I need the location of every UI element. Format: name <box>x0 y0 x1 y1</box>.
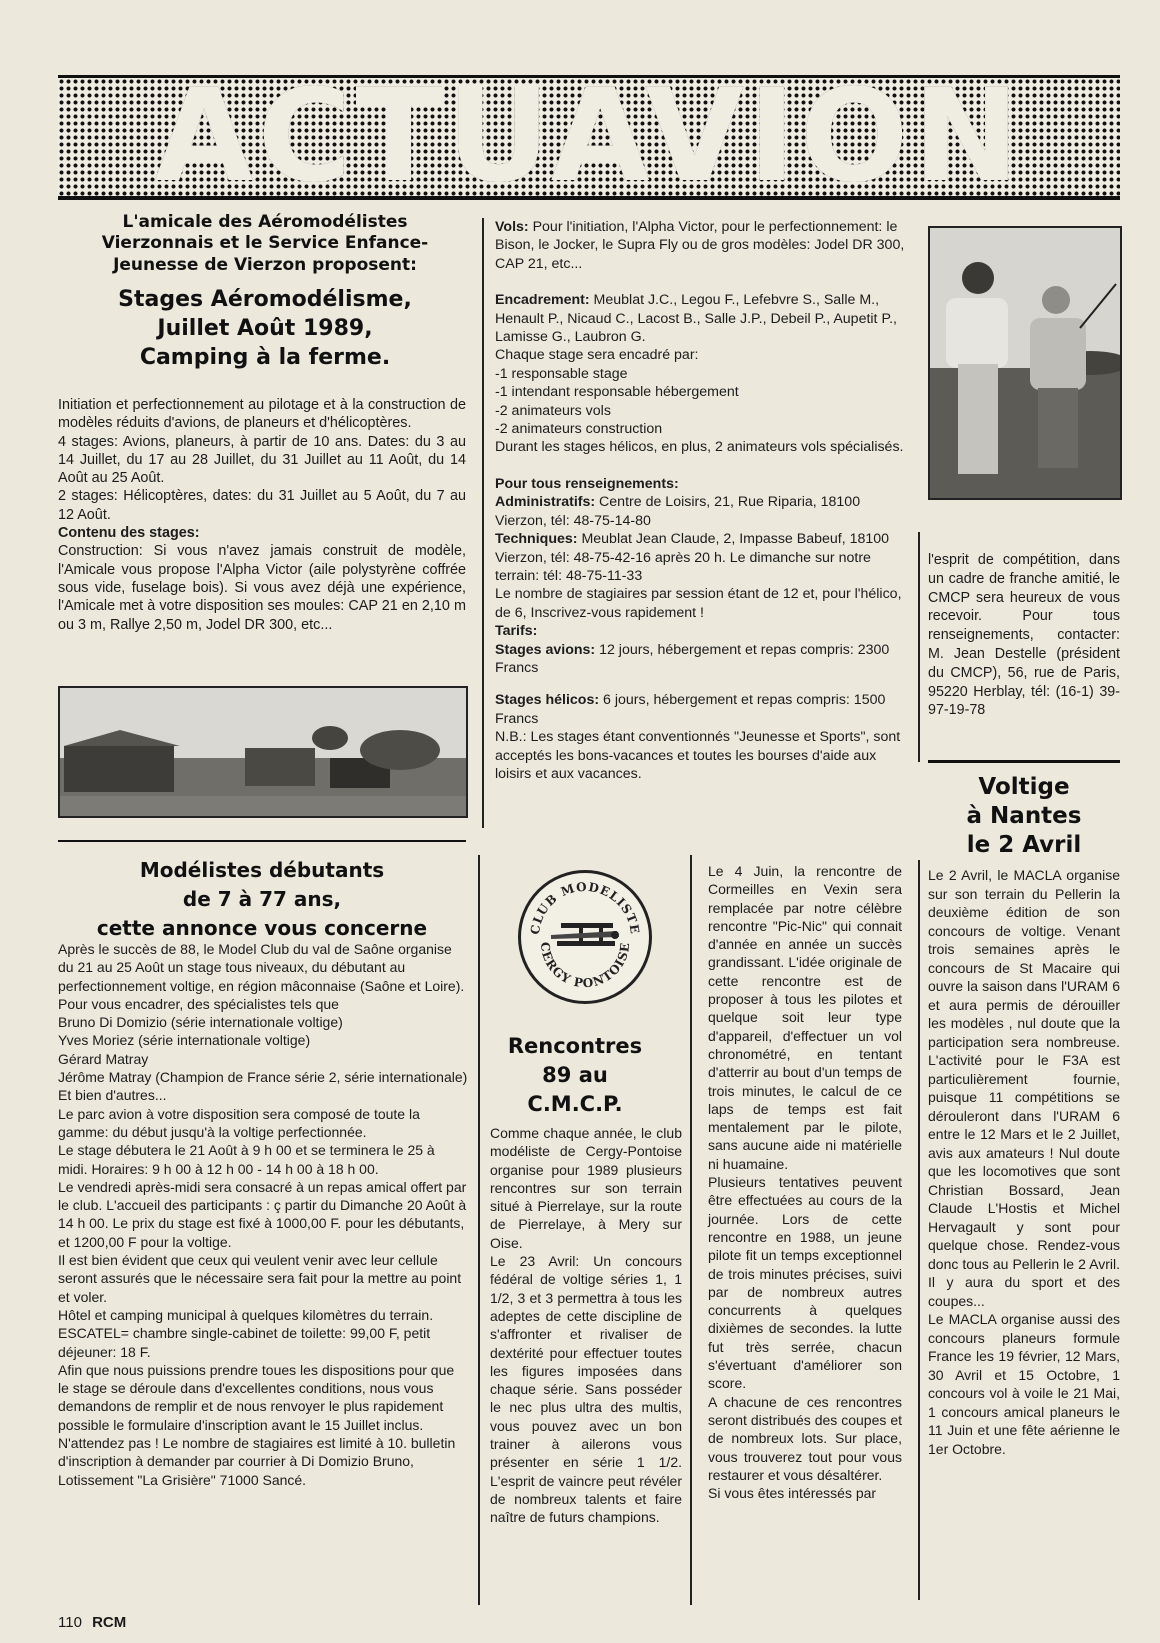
voltige-paragraph: Le 2 Avril, le MACLA organise sur son terrain du Pellerin la deuxième édition de son concours de voltige. Venant trois semaines après le concours de St Macaire qui ouvre la saison dans l'URAM 6 et aura permis de dérouiller les modèles , nul doute que la participation sera nombreuse. L'activité pour le F3A est particulièrement fournie, puisque 11 compétitions se dérouleront dans l'URAM 6 entre le 12 Mars et le 2 Juillet, avis aux amateurs ! Nul doute que les locomotives que sont Christian Bossard, Jean Claude L'Hostis et Michel Hervagault y sont pour quelque chose. Rendez-vous donc tous au Pellerin le 2 Avril. Il y aura du sport et des coupes... <box>928 867 1120 1309</box>
debutants-line: ESCATEL= chambre single-cabinet de toilette: 99,00 F, petit déjeuner: 18 F. <box>58 1325 431 1360</box>
rencontres-heading-line: 89 au <box>542 1063 608 1087</box>
debutants-line: Après le succès de 88, le Model Club du val de Saône organise du 21 au 25 Août un stage tous niveaux, du débutant au perfectionnement voltige, en région mâconnaise (Saône et Loire). <box>58 941 465 994</box>
debutants-line: Bruno Di Domizio (série internationale voltige) <box>58 1014 343 1031</box>
stages-heading-line: Vierzonnais et le Service Enfance- <box>101 233 429 254</box>
stages-heading <box>60 212 470 276</box>
nombre-paragraph: Le nombre de stagiaires par session étant de 12 et, pour l'hélico, de 6, Inscrivez-vous rapidement ! <box>495 586 902 621</box>
debutants-line: Yves Moriez (série internationale voltige) <box>58 1032 311 1049</box>
rencontres-heading-line: C.M.C.P. <box>527 1092 623 1116</box>
voltige-heading-line: Voltige <box>978 774 1070 800</box>
rencontres-paragraph: Le 4 Juin, la rencontre de Cormeilles en Vexin sera remplacée par notre célèbre rencontre "Pic-Nic" qui connait d'année en année un succès grandissant. L'idée originale de cette rencontre est de proposer à tous les pilotes et quelque soit leur type d'appareil, d'effectuer un vol chronométré, en tentant d'atterrir au bout d'un temps de trois minutes, le calcul de ce laps de temps est fait mentalement par le pilote, sans aucune aide ni matérielle ni huamaine. <box>708 863 902 1172</box>
rencontres-col1 <box>490 1124 682 1527</box>
vols-label: Vols: <box>495 219 529 235</box>
column-divider <box>478 855 480 1605</box>
debutants-line: Il est bien évident que ceux qui veulent venir avec leur cellule seront assurés que le nécessaire sera fait pour la mettre au point et voler. <box>58 1252 462 1305</box>
encadrement-line: -2 animateurs vols <box>495 402 611 419</box>
tech-text: Meublat Jean Claude, 2, Impasse Babeuf, 18100 Vierzon, tél: 48-75-42-16 après 20 h. Le dimanche sur notre terrain: tél: 48-75-11-33 <box>495 531 890 584</box>
debutants-line: Jérôme Matray (Champion de France série 2, série internationale) <box>58 1069 468 1086</box>
debutants-heading-line: Modélistes débutants <box>139 858 385 882</box>
stages-heading-line: L'amicale des Aéromodélistes <box>122 212 408 232</box>
helicos-tarif-label: Stages hélicos: <box>495 692 600 709</box>
encadrement-line: -1 responsable stage <box>495 365 628 382</box>
svg-text:CERGY PONTOISE <box>538 941 633 990</box>
paragraph: 4 stages: Avions, planeurs, à partir de 10 ans. Dates: du 3 au 14 Juillet, du 17 au 28 Juillet, du 31 Juillet au 11 Août, du 14 Août au 25 Août. <box>58 433 466 487</box>
stages-left-text <box>58 396 466 634</box>
club-logo <box>518 870 652 1004</box>
rencontres-paragraph: Si vous êtes intéressés par <box>708 1485 877 1502</box>
column-divider <box>918 532 920 762</box>
debutants-line: Et bien d'autres... <box>58 1087 167 1104</box>
banner-title: ACTUAVION <box>154 75 1024 200</box>
debutants-heading-line: de 7 à 77 ans, <box>182 887 342 911</box>
stages-middle-text <box>495 218 907 783</box>
renseignements-label: Pour tous renseignements: <box>495 475 679 492</box>
tech-label: Techniques: <box>495 531 578 548</box>
section-rule <box>58 840 466 842</box>
admin-label: Administratifs: <box>495 494 596 511</box>
logo-bottom-text: CERGY PONTOISE <box>537 941 633 991</box>
avions-label: Stages avions: <box>495 641 596 658</box>
encadrement-line: Chaque stage sera encadré par: <box>495 347 699 364</box>
nb-paragraph: N.B.: Les stages étant conventionnés "Jeunesse et Sports", sont acceptés les bons-vacances et toutes les bourses d'aide aux loisirs et aux vacances. <box>495 729 901 782</box>
vols-text: Pour l'initiation, l'Alpha Victor, pour le perfectionnement: le Bison, le Jocker, le Supra Fly ou de gros modèles: Jodel DR 300, CAP 21, etc... <box>495 219 905 272</box>
voltige-heading <box>928 773 1120 860</box>
debutants-body <box>58 940 468 1489</box>
debutants-line: Pour vous encadrer, des spécialistes tels que <box>58 995 339 1012</box>
debutants-line: Le vendredi après-midi sera consacré à un repas amical offert par le club. L'accueil des participants : ç partir du Dimanche 20 Août à 14 h 00. Le prix du stage est fixé à 1000,00 F. pour les débutants, et 1200,00 F pour la voltige. <box>58 1178 467 1250</box>
stages-subheading-line: Stages Aéromodélisme, <box>118 287 412 312</box>
pilots-photo <box>928 226 1122 500</box>
stages-subheading <box>60 285 470 372</box>
club-logo-image <box>521 873 649 1001</box>
paragraph: Initiation et perfectionnement au pilotage et à la construction de modèles réduits d'avions, de planeurs et d'hélicoptères. <box>58 397 466 432</box>
rencontres-col2 <box>708 862 902 1502</box>
actuavion-banner <box>58 75 1120 200</box>
rencontres-heading-line: Rencontres <box>507 1034 643 1058</box>
rencontres-paragraph: Plusieurs tentatives peuvent être effectuées au cours de la journée. Lors de cette rencontre en 1988, un jeune pilote fit un temps exceptionnel de trois minutes précises, suivi par de nombreux autres concurrents à quelques dixièmes de secondes. la lutte fut très serrée, chacun s'évertuant d'améliorer son score. <box>708 1174 902 1392</box>
column-divider <box>482 218 484 828</box>
debutants-line: Le stage débutera le 21 Août à 9 h 00 et se terminera le 25 à midi. Horaires: 9 h 00 à 12 h 00 - 14 h 00 à 18 h 00. <box>58 1142 435 1177</box>
camping-photo <box>58 686 468 818</box>
debutants-line: Afin que nous puissions prendre toues les dispositions pour que le stage se déroule dans d'excellentes conditions, nous vous demandons de remplir et de nous renvoyer le plus rapidement possible le formulaire d'inscription avant le 15 Juillet inclus. N'attendez pas ! Le nombre de stagiaires est limité à 10. bulletin d'inscription à demander par courrier à Di Domizio Bruno, Lotissement "La Grisière" 71000 Sancé. <box>58 1361 456 1488</box>
stages-subheading-line: Juillet Août 1989, <box>157 316 373 341</box>
debutants-line: Hôtel et camping municipal à quelques kilomètres du terrain. <box>58 1306 434 1323</box>
biplane-icon <box>551 923 619 946</box>
stages-subheading-line: Camping à la ferme. <box>139 345 391 370</box>
encadrement-line: -1 intendant responsable hébergement <box>495 384 739 401</box>
helicos-tarif-text: 6 jours, hébergement et repas compris: 1500 Francs <box>495 692 886 727</box>
rencontres-paragraph: Comme chaque année, le club modéliste de Cergy-Pontoise organise pour 1989 plusieurs rencontres sur son terrain situé à Pierrelaye, sur la route de Pierrelaye, à Mery sur Oise. <box>490 1125 682 1251</box>
debutants-heading <box>58 856 466 943</box>
paragraph: 2 stages: Hélicoptères, dates: du 31 Juillet au 5 Août, du 7 au 12 Août. <box>58 488 466 523</box>
voltige-heading-line: le 2 Avril <box>966 832 1082 858</box>
encadrement-text: Meublat J.C., Legou F., Lefebvre S., Salle M., Henault P., Nicaud C., Lacost B., Salle J.P., Debeil P., Aupetit P., Lamisse G., Laubron G. <box>495 292 897 346</box>
tarifs-label: Tarifs: <box>495 623 538 640</box>
rencontres-heading <box>490 1032 660 1119</box>
cmcp-contact: l'esprit de compétition, dans un cadre de franche amitié, le CMCP sera heureux de vous recevoir. Pour tous renseignements, contacter: M. Jean Destelle (président du CMCP), 56, rue de Paris, 95220 Herblay, tél: (16-1) 39-97-19-78 <box>928 552 1120 719</box>
debutants-line: Le parc avion à votre disposition sera composé de toute la gamme: du début jusqu'à la voltige perfectionnée. <box>58 1105 420 1140</box>
rencontres-paragraph: Le 23 Avril: Un concours fédéral de voltige séries 1, 1 1/2, 3 et 3 permettra à tous les adeptes de cette discipline de s'affronter et rivaliser de dextérité pour effectuer toutes les figures imposées dans chaque série. Sans posséder le nec plus ultra des multis, vous pouvez avec un bon trainer à ailerons vous présenter en série 1 1/2. L'esprit de vaincre peut révéler de nombreux talents et faire naître de futurs champions. <box>490 1253 682 1526</box>
construction-paragraph: Construction: Si vous n'avez jamais construit de modèle, l'Amicale vous propose l'Alpha Victor (aile polystyrène coffrée sous vide, fuselage bois). Si vous avez déjà une expérience, l'Amicale met à votre disposition ses moules: CAP 21 en 2,10 m ou 3 m, Rallye 2,50 m, Jodel DR 300, etc... <box>58 543 466 633</box>
pilots-photo-image <box>930 228 1120 498</box>
magazine-name: RCM <box>92 1614 127 1631</box>
rencontres-paragraph: A chacune de ces rencontres seront distribués des coupes et de nombreux lots. Sur place, vous trouverez tout pour vous restaurer et vous désaltérer. <box>708 1393 902 1483</box>
contenu-label: Contenu des stages: <box>58 525 200 542</box>
page-number: 110 <box>58 1614 82 1631</box>
column-divider <box>918 860 920 1600</box>
camping-photo-image <box>60 688 466 816</box>
helicos-paragraph: Durant les stages hélicos, en plus, 2 animateurs vols spécialisés. <box>495 439 904 456</box>
avions-text: 12 jours, hébergement et repas compris: 2300 Francs <box>495 641 890 676</box>
debutants-heading-line: cette annonce vous concerne <box>96 916 428 940</box>
voltige-heading-line: à Nantes <box>966 803 1082 829</box>
encadrement-label: Encadrement: <box>495 292 590 309</box>
voltige-paragraph: Le MACLA organise aussi des concours planeurs formule France les 19 février, 12 Mars, 30 Avril et 15 Octobre, 1 concours vol à voile le 21 Mai, 1 concours amical planeurs le 11 Juin et une fête aérienne le 1er Octobre. <box>928 1311 1120 1457</box>
column-divider <box>690 855 692 1605</box>
admin-text: Centre de Loisirs, 21, Rue Riparia, 18100 Vierzon, tél: 48-75-14-80 <box>495 494 861 529</box>
voltige-body <box>928 866 1120 1458</box>
section-rule <box>928 760 1120 763</box>
encadrement-line: -2 animateurs construction <box>495 421 663 438</box>
logo-top-text: CLUB MODELISTE <box>527 879 643 936</box>
debutants-line: Gérard Matray <box>58 1050 149 1067</box>
stages-heading-line: Jeunesse de Vierzon proposent: <box>113 254 417 275</box>
page-footer <box>58 1614 126 1631</box>
